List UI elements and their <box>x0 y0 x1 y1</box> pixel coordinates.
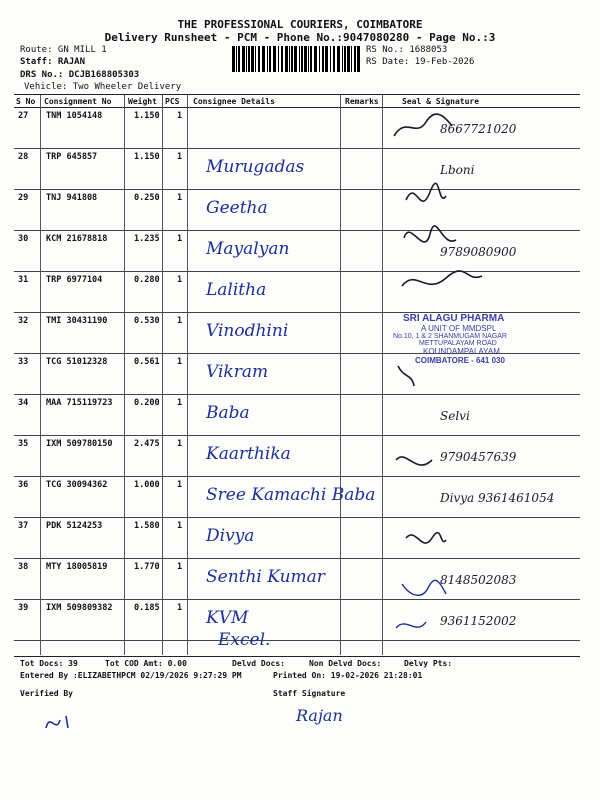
barcode-bar <box>308 46 309 72</box>
signature-handwritten: 9361152002 <box>440 614 517 628</box>
row-weight: 1.150 <box>134 152 160 162</box>
barcode-bar <box>357 46 360 72</box>
row-consignment: IXM 509809382 <box>46 603 113 613</box>
barcode-bar <box>301 46 303 72</box>
signature-handwritten: Selvi <box>440 409 470 423</box>
col-consignment: Consignment No <box>44 97 112 106</box>
consignee-handwritten: Senthi Kumar <box>206 567 325 587</box>
barcode-bar <box>319 46 320 72</box>
row-pcs: 1 <box>177 357 183 367</box>
row-sno: 29 <box>18 193 29 203</box>
total-cod: Tot COD Amt: 0.00 <box>105 659 187 668</box>
row-consignment: TCG 51012328 <box>46 357 108 367</box>
consignee-handwritten: Vikram <box>206 362 269 382</box>
staff-label: Staff: RAJAN <box>20 57 86 67</box>
row-sno: 34 <box>18 398 29 408</box>
row-consignment: TNM 1054148 <box>46 111 103 121</box>
staff-signature: Rajan <box>296 706 343 725</box>
row-sno: 33 <box>18 357 29 367</box>
barcode-bar <box>262 46 265 72</box>
delivered-docs: Delvd Docs: <box>232 659 285 668</box>
signature-handwritten: 9789080900 <box>440 245 517 259</box>
staff-signature-label: Staff Signature <box>273 689 346 698</box>
barcode-bar <box>232 46 235 72</box>
barcode-bar <box>304 46 307 72</box>
row-pcs: 1 <box>177 275 183 285</box>
consignee-handwritten: Murugadas <box>206 157 305 177</box>
row-pcs: 1 <box>177 521 183 531</box>
barcode-bar <box>251 46 254 72</box>
row-consignment: TRP 6977104 <box>46 275 103 285</box>
col-remarks: Remarks <box>345 97 379 106</box>
barcode-bar <box>281 46 283 72</box>
barcode-bar <box>242 46 245 72</box>
barcode-bar <box>330 46 331 72</box>
barcode-bar <box>337 46 340 72</box>
barcode-bar <box>273 46 276 72</box>
barcode-bar <box>294 46 297 72</box>
stamp-line: A UNIT OF MMDSPL <box>421 324 497 333</box>
row-sno: 27 <box>18 111 29 121</box>
route-label: Route: GN MILL 1 <box>20 45 107 55</box>
row-sno: 35 <box>18 439 29 449</box>
company-title: THE PROFESSIONAL COURIERS, COIMBATORE <box>177 18 423 31</box>
consignee-handwritten: Lalitha <box>206 280 267 300</box>
row-sno: 28 <box>18 152 29 162</box>
barcode-bar <box>347 46 350 72</box>
barcode-bar <box>285 46 288 72</box>
consignee-handwritten: Vinodhini <box>206 321 289 341</box>
barcode-bar <box>236 46 237 72</box>
consignee-handwritten: Mayalyan <box>206 239 290 259</box>
barcode-bar <box>246 46 247 72</box>
barcode-bar <box>342 46 343 72</box>
barcode-bar <box>322 46 324 72</box>
row-sno: 30 <box>18 234 29 244</box>
row-weight: 0.561 <box>134 357 160 367</box>
row-weight: 1.000 <box>134 480 160 490</box>
barcode-bar <box>354 46 356 72</box>
row-weight: 1.770 <box>134 562 160 572</box>
row-pcs: 1 <box>177 316 183 326</box>
row-consignment: TRP 645857 <box>46 152 98 162</box>
non-delivered-docs: Non Delvd Docs: <box>309 659 382 668</box>
row-sno: 38 <box>18 562 29 572</box>
row-pcs: 1 <box>177 152 183 162</box>
signature-handwritten: 8667721020 <box>440 122 517 136</box>
signature-handwritten: Lboni <box>440 163 475 177</box>
signature-scribbles <box>386 108 576 648</box>
row-weight: 1.150 <box>134 111 160 121</box>
row-consignment: IXM 509780150 <box>46 439 113 449</box>
row-consignment: PDK 5124253 <box>46 521 103 531</box>
row-pcs: 1 <box>177 439 183 449</box>
header-rule-top <box>14 94 580 95</box>
row-pcs: 1 <box>177 480 183 490</box>
row-weight: 0.200 <box>134 398 160 408</box>
stamp-line: KOUNDAMPALAYAM <box>423 347 500 356</box>
col-sno: S No <box>16 97 36 106</box>
row-sno: 31 <box>18 275 29 285</box>
row-sno: 32 <box>18 316 29 326</box>
barcode-bar <box>289 46 290 72</box>
consignee-handwritten: Kaarthika <box>206 444 291 464</box>
drs-number: DRS No.: DCJB168805303 <box>20 70 140 80</box>
signature-handwritten: 9790457639 <box>440 450 517 464</box>
consignee-handwritten: Divya <box>206 526 255 546</box>
row-weight: 0.280 <box>134 275 160 285</box>
col-weight: Weight <box>128 97 157 106</box>
stamp-line: COIMBATORE - 641 030 <box>415 356 505 365</box>
consignee-handwritten: Baba <box>206 403 250 423</box>
total-docs: Tot Docs: 39 <box>20 659 78 668</box>
col-seal: Seal & Signature <box>402 97 480 106</box>
vehicle-label: Vehicle: Two Wheeler Delivery <box>24 82 182 92</box>
barcode-bar <box>310 46 312 72</box>
verifier-signature <box>42 706 82 738</box>
row-consignment: MTY 18005819 <box>46 562 108 572</box>
printed-on: Printed On: 19-02-2026 21:28:01 <box>273 671 423 680</box>
barcode-bar <box>299 46 300 72</box>
stamp-line: SRI ALAGU PHARMA <box>403 313 505 324</box>
consignee-handwritten: Sree Kamachi Baba <box>206 485 376 505</box>
runsheet-subtitle: Delivery Runsheet - PCM - Phone No.:9047080280 - Page No.:3 <box>104 31 496 44</box>
row-consignment: TMI 30431190 <box>46 316 108 326</box>
row-sno: 36 <box>18 480 29 490</box>
row-pcs: 1 <box>177 398 183 408</box>
row-weight: 0.185 <box>134 603 160 613</box>
barcode-icon <box>232 46 360 72</box>
rs-date: RS Date: 19-Feb-2026 <box>366 57 475 67</box>
barcode-bar <box>291 46 293 72</box>
row-sno: 37 <box>18 521 29 531</box>
barcode-bar <box>255 46 256 72</box>
stamp-line: METTUPALAYAM ROAD <box>419 340 497 347</box>
barcode-bar <box>333 46 335 72</box>
row-pcs: 1 <box>177 193 183 203</box>
col-consignee: Consignee Details <box>193 97 275 106</box>
signature-handwritten: 8148502083 <box>440 573 517 587</box>
barcode-bar <box>351 46 352 72</box>
barcode-bar <box>258 46 260 72</box>
barcode-bar <box>314 46 317 72</box>
stamp-line: No.10, 1 & 2 SHANMUGAM NAGAR <box>393 333 507 340</box>
col-pcs: PCS <box>165 97 180 106</box>
row-pcs: 1 <box>177 603 183 613</box>
row-consignment: TCG 30094362 <box>46 480 108 490</box>
row-pcs: 1 <box>177 562 183 572</box>
row-weight: 0.530 <box>134 316 160 326</box>
barcode-bar <box>344 46 346 72</box>
row-weight: 1.580 <box>134 521 160 531</box>
barcode-bar <box>325 46 328 72</box>
barcode-bar <box>278 46 279 72</box>
consignee-handwritten: Geetha <box>206 198 268 218</box>
row-sno: 39 <box>18 603 29 613</box>
barcode-bar <box>238 46 240 72</box>
rs-number: RS No.: 1688053 <box>366 45 448 55</box>
row-pcs: 1 <box>177 234 183 244</box>
row-consignment: KCM 21678818 <box>46 234 108 244</box>
barcode-bar <box>248 46 250 72</box>
verified-by-label: Verified By <box>20 689 73 698</box>
row-weight: 2.475 <box>134 439 160 449</box>
row-weight: 0.250 <box>134 193 160 203</box>
delivery-points: Delvy Pts: <box>404 659 453 668</box>
handwritten-note: Excel. <box>218 630 271 650</box>
row-weight: 1.235 <box>134 234 160 244</box>
row-consignment: TNJ 941808 <box>46 193 98 203</box>
barcode-bar <box>267 46 268 72</box>
row-consignment: MAA 715119723 <box>46 398 113 408</box>
row-pcs: 1 <box>177 111 183 121</box>
barcode-bar <box>269 46 271 72</box>
footer-rule <box>14 656 580 657</box>
signature-handwritten: Divya 9361461054 <box>440 491 555 505</box>
entered-by: Entered By :ELIZABETHPCM 02/19/2026 9:27:29 PM <box>20 671 242 680</box>
consignee-handwritten: KVM <box>206 608 249 628</box>
